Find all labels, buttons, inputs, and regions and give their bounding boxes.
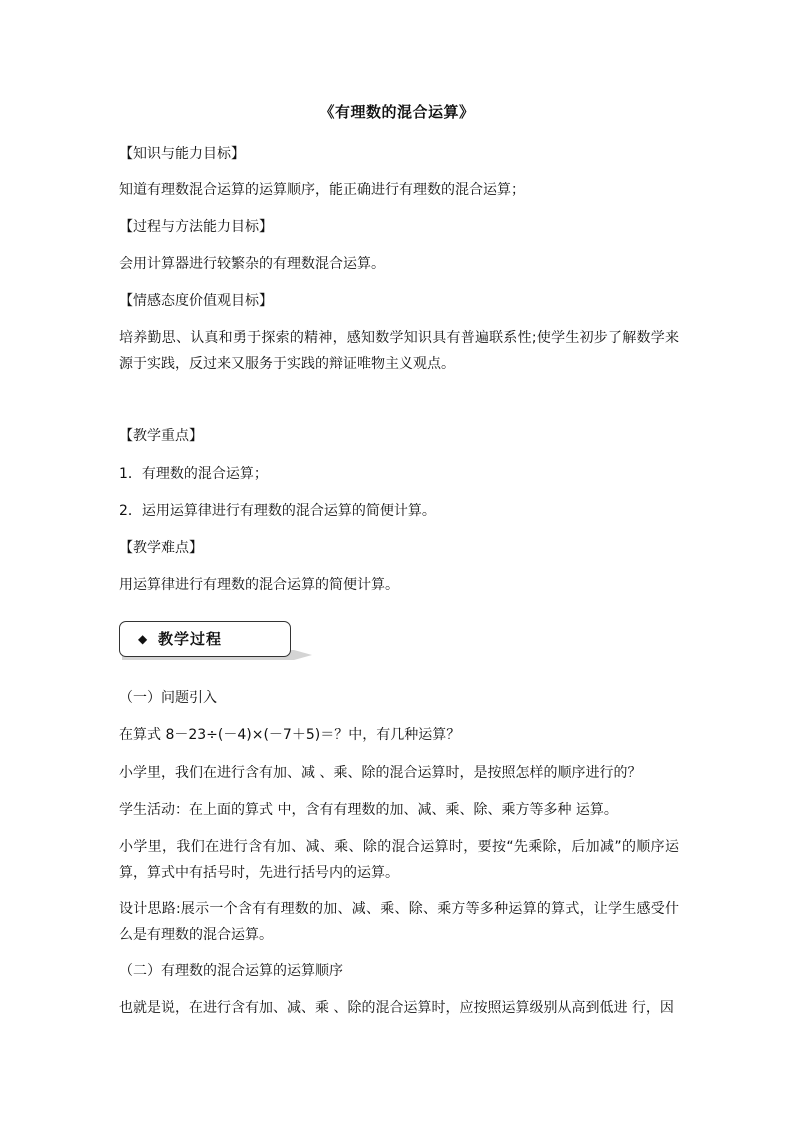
difficulty-text: 用运算律进行有理数的混合运算的简便计算。 — [119, 577, 399, 593]
process-goal-heading: 【过程与方法能力目标】 — [119, 219, 273, 235]
key-point-item-2: 2．运用运算律进行有理数的混合运算的简便计算。 — [119, 503, 436, 519]
knowledge-goal-text: 知道有理数混合运算的运算顺序，能正确进行有理数的混合运算； — [119, 182, 525, 198]
question-line: 小学里，我们在进行含有加、减 、乘、除的混合运算时，是按照怎样的顺序进行的？ — [119, 765, 642, 781]
activity-line: 学生活动：在上面的算式 中，含有有理数的加、减、乘、除、乘方等多种 运算。 — [119, 802, 618, 818]
teaching-process-section-box — [119, 621, 291, 657]
emotion-goal-heading: 【情感态度价值观目标】 — [119, 293, 273, 309]
teaching-process-label: 教学过程 — [158, 630, 223, 648]
emotion-goal-text: 培养勤思、认真和勇于探索的精神，感知数学知识具有普遍联系性;使学生初步了解数学来源于实践，反过来又服务于实践的辩证唯物主义观点。 — [119, 330, 679, 372]
design-idea-paragraph: 设计思路:展示一个含有有理数的加、减、乘、除、乘方等多种运算的算式，让学生感受什么是有理数的混合运算。 — [119, 901, 679, 943]
order-explanation-line: 也就是说，在进行含有加、减、乘 、除的混合运算时，应按照运算级别从高到低进 行，因 — [119, 1000, 674, 1016]
part2-heading: （二）有理数的混合运算的运算顺序 — [119, 963, 343, 979]
key-points-heading: 【教学重点】 — [119, 428, 203, 444]
document-title: 《有理数的混合运算》 — [319, 103, 475, 121]
difficulty-heading: 【教学难点】 — [119, 540, 203, 556]
part1-heading: （一）问题引入 — [119, 690, 217, 706]
process-goal-text: 会用计算器进行较繁杂的有理数混合运算。 — [119, 256, 385, 272]
key-point-item-1: 1．有理数的混合运算； — [119, 466, 268, 482]
knowledge-goal-heading: 【知识与能力目标】 — [119, 146, 245, 162]
diamond-bullet-icon: ◆ — [138, 632, 148, 646]
formula-line: 在算式 8－23÷(－4)×(－7＋5)＝？中，有几种运算？ — [119, 727, 461, 743]
primary-school-paragraph: 小学里，我们在进行含有加、减、乘、除的混合运算时，要按“先乘除，后加减”的顺序运算，算式中有括号时，先进行括号内的运算。 — [119, 839, 679, 881]
